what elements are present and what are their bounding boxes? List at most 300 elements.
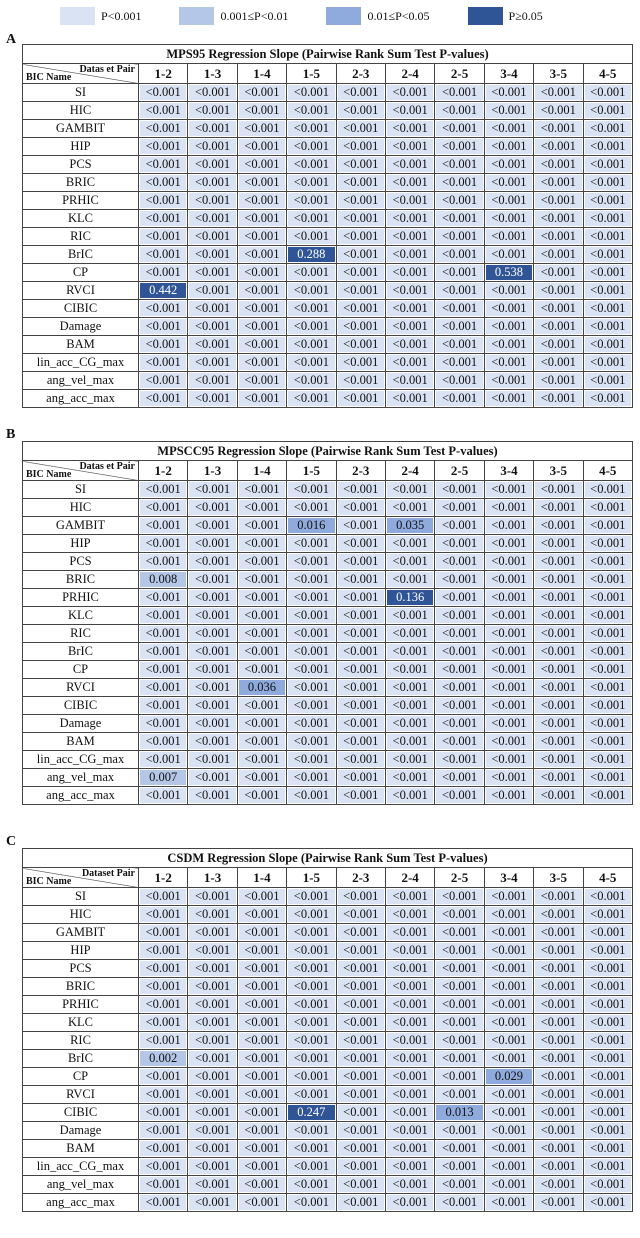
pvalue-cell: <0.001 bbox=[139, 481, 188, 499]
pvalue-cell: <0.001 bbox=[139, 733, 188, 751]
legend-swatch bbox=[179, 7, 214, 25]
pvalue-cell: <0.001 bbox=[484, 906, 533, 924]
pvalue-cell: <0.001 bbox=[484, 733, 533, 751]
pvalue-cell: <0.001 bbox=[336, 1086, 385, 1104]
table-row bbox=[23, 1086, 633, 1104]
table-row bbox=[23, 978, 633, 996]
row-label: HIP bbox=[23, 138, 139, 156]
pvalue-cell: <0.001 bbox=[484, 210, 533, 228]
pvalue-cell: 0.008 bbox=[139, 571, 188, 589]
pvalue-cell: <0.001 bbox=[139, 697, 188, 715]
pvalue-cell: <0.001 bbox=[534, 661, 583, 679]
pvalue-cell: <0.001 bbox=[237, 1140, 286, 1158]
table-row bbox=[23, 643, 633, 661]
pvalue-cell: <0.001 bbox=[237, 715, 286, 733]
pvalue-cell: <0.001 bbox=[435, 1014, 484, 1032]
table-row bbox=[23, 192, 633, 210]
row-label: ang_acc_max bbox=[23, 787, 139, 805]
pvalue-cell: <0.001 bbox=[237, 751, 286, 769]
column-header: 3-5 bbox=[534, 64, 583, 84]
pvalue-cell: <0.001 bbox=[287, 1050, 336, 1068]
legend-label: P≥0.05 bbox=[508, 8, 543, 23]
pvalue-cell: <0.001 bbox=[139, 517, 188, 535]
pvalue-cell: <0.001 bbox=[435, 210, 484, 228]
legend-label: 0.01≤P<0.05 bbox=[367, 8, 430, 23]
pvalue-cell: <0.001 bbox=[287, 1194, 336, 1212]
pvalue-cell: <0.001 bbox=[336, 607, 385, 625]
pvalue-cell: <0.001 bbox=[287, 643, 336, 661]
pvalue-cell: <0.001 bbox=[188, 888, 237, 906]
row-label: BrIC bbox=[23, 246, 139, 264]
table-row bbox=[23, 535, 633, 553]
pvalue-cell: <0.001 bbox=[484, 300, 533, 318]
table-row bbox=[23, 661, 633, 679]
pvalue-cell: <0.001 bbox=[534, 372, 583, 390]
pvalue-cell: <0.001 bbox=[534, 390, 583, 408]
pvalue-cell: <0.001 bbox=[188, 643, 237, 661]
pvalue-cell: <0.001 bbox=[287, 102, 336, 120]
table-row bbox=[23, 715, 633, 733]
table-row bbox=[23, 942, 633, 960]
pvalue-cell: <0.001 bbox=[385, 174, 434, 192]
pvalue-cell: <0.001 bbox=[435, 1140, 484, 1158]
pvalue-cell: <0.001 bbox=[484, 84, 533, 102]
pvalue-cell: <0.001 bbox=[484, 607, 533, 625]
pvalue-cell: <0.001 bbox=[287, 174, 336, 192]
row-label: HIC bbox=[23, 906, 139, 924]
pvalue-cell: <0.001 bbox=[385, 318, 434, 336]
pvalue-cell: <0.001 bbox=[385, 481, 434, 499]
pvalue-cell: <0.001 bbox=[534, 264, 583, 282]
pvalue-cell: <0.001 bbox=[336, 102, 385, 120]
pvalue-cell: <0.001 bbox=[336, 906, 385, 924]
pvalue-cell: <0.001 bbox=[336, 499, 385, 517]
pvalue-cell: <0.001 bbox=[534, 1086, 583, 1104]
table-row bbox=[23, 924, 633, 942]
pvalue-cell: <0.001 bbox=[583, 1050, 632, 1068]
pvalue-cell: <0.001 bbox=[435, 1068, 484, 1086]
pvalue-cell: <0.001 bbox=[336, 138, 385, 156]
table-row bbox=[23, 1068, 633, 1086]
pvalue-cell: <0.001 bbox=[484, 1032, 533, 1050]
pvalue-cell: <0.001 bbox=[287, 751, 336, 769]
table-row bbox=[23, 390, 633, 408]
pvalue-cell: <0.001 bbox=[385, 888, 434, 906]
pvalue-cell: <0.001 bbox=[435, 1032, 484, 1050]
pvalue-cell: <0.001 bbox=[484, 138, 533, 156]
pvalue-cell: <0.001 bbox=[336, 733, 385, 751]
pvalue-cell: <0.001 bbox=[385, 661, 434, 679]
pvalue-cell: <0.001 bbox=[583, 300, 632, 318]
pvalue-cell: <0.001 bbox=[484, 996, 533, 1014]
pvalue-cell: <0.001 bbox=[287, 733, 336, 751]
pvalue-cell: <0.001 bbox=[139, 174, 188, 192]
pvalue-cell: <0.001 bbox=[139, 996, 188, 1014]
pvalue-cell: <0.001 bbox=[534, 787, 583, 805]
pvalue-cell: <0.001 bbox=[484, 978, 533, 996]
pvalue-cell: <0.001 bbox=[534, 138, 583, 156]
pvalue-cell: <0.001 bbox=[188, 481, 237, 499]
table-row bbox=[23, 138, 633, 156]
pvalue-cell: <0.001 bbox=[287, 888, 336, 906]
pvalue-cell: <0.001 bbox=[484, 697, 533, 715]
column-header: 1-5 bbox=[287, 64, 336, 84]
pvalue-cell: <0.001 bbox=[534, 84, 583, 102]
table-row bbox=[23, 481, 633, 499]
pvalue-cell: <0.001 bbox=[287, 715, 336, 733]
column-header: 4-5 bbox=[583, 868, 632, 888]
pvalue-cell: <0.001 bbox=[287, 372, 336, 390]
pvalue-cell: <0.001 bbox=[435, 120, 484, 138]
table-row bbox=[23, 888, 633, 906]
pvalue-cell: <0.001 bbox=[188, 978, 237, 996]
pvalue-table-mpscc95 bbox=[22, 441, 633, 805]
pvalue-cell: <0.001 bbox=[583, 481, 632, 499]
pvalue-cell: <0.001 bbox=[385, 1104, 434, 1122]
pvalue-cell: <0.001 bbox=[484, 769, 533, 787]
panel-label-c: C bbox=[6, 834, 17, 849]
pvalue-cell: <0.001 bbox=[583, 246, 632, 264]
pvalue-cell: <0.001 bbox=[583, 156, 632, 174]
pvalue-cell: <0.001 bbox=[385, 643, 434, 661]
pvalue-cell: <0.001 bbox=[385, 210, 434, 228]
pvalue-cell: 0.013 bbox=[435, 1104, 484, 1122]
pvalue-cell: <0.001 bbox=[385, 354, 434, 372]
column-header: 2-3 bbox=[336, 461, 385, 481]
pvalue-cell: <0.001 bbox=[484, 751, 533, 769]
row-label: RIC bbox=[23, 1032, 139, 1050]
pvalue-cell: <0.001 bbox=[287, 84, 336, 102]
pvalue-cell: <0.001 bbox=[188, 535, 237, 553]
row-label: PRHIC bbox=[23, 589, 139, 607]
pvalue-cell: <0.001 bbox=[435, 174, 484, 192]
legend-item-p-001-005 bbox=[326, 7, 447, 25]
pvalue-cell: <0.001 bbox=[237, 372, 286, 390]
row-label: KLC bbox=[23, 210, 139, 228]
row-label: Damage bbox=[23, 1122, 139, 1140]
pvalue-cell: <0.001 bbox=[534, 318, 583, 336]
pvalue-cell: <0.001 bbox=[484, 643, 533, 661]
pvalue-cell: <0.001 bbox=[484, 390, 533, 408]
pvalue-cell: <0.001 bbox=[237, 246, 286, 264]
pvalue-cell: <0.001 bbox=[237, 1032, 286, 1050]
pvalue-cell: <0.001 bbox=[287, 282, 336, 300]
pvalue-cell: <0.001 bbox=[237, 942, 286, 960]
pvalue-cell: <0.001 bbox=[534, 499, 583, 517]
pvalue-cell: <0.001 bbox=[583, 192, 632, 210]
pvalue-cell: <0.001 bbox=[237, 553, 286, 571]
pvalue-cell: <0.001 bbox=[534, 769, 583, 787]
pvalue-cell: <0.001 bbox=[237, 336, 286, 354]
column-header: 4-5 bbox=[583, 64, 632, 84]
pvalue-cell: <0.001 bbox=[287, 390, 336, 408]
table-row bbox=[23, 264, 633, 282]
pvalue-cell: <0.001 bbox=[534, 228, 583, 246]
pvalue-cell: <0.001 bbox=[237, 643, 286, 661]
pvalue-cell: <0.001 bbox=[237, 960, 286, 978]
pvalue-cell: <0.001 bbox=[435, 607, 484, 625]
pvalue-cell: <0.001 bbox=[484, 571, 533, 589]
pvalue-cell: <0.001 bbox=[435, 978, 484, 996]
pvalue-cell: <0.001 bbox=[188, 354, 237, 372]
legend-item-p-ge-005 bbox=[468, 7, 561, 25]
pvalue-cell: <0.001 bbox=[583, 625, 632, 643]
pvalue-cell: <0.001 bbox=[534, 751, 583, 769]
pvalue-cell: <0.001 bbox=[534, 1140, 583, 1158]
pvalue-cell: <0.001 bbox=[534, 643, 583, 661]
pvalue-cell: <0.001 bbox=[139, 715, 188, 733]
pvalue-cell: <0.001 bbox=[336, 751, 385, 769]
pvalue-cell: <0.001 bbox=[287, 264, 336, 282]
pvalue-cell: <0.001 bbox=[139, 120, 188, 138]
pvalue-cell: <0.001 bbox=[435, 192, 484, 210]
pvalue-cell: <0.001 bbox=[385, 102, 434, 120]
row-label: ang_acc_max bbox=[23, 390, 139, 408]
pvalue-cell: <0.001 bbox=[237, 282, 286, 300]
pvalue-cell: <0.001 bbox=[484, 192, 533, 210]
pvalue-cell: <0.001 bbox=[237, 1176, 286, 1194]
pvalue-cell: 0.247 bbox=[287, 1104, 336, 1122]
row-label: ang_acc_max bbox=[23, 1194, 139, 1212]
pvalue-cell: <0.001 bbox=[484, 661, 533, 679]
row-label: KLC bbox=[23, 1014, 139, 1032]
legend-swatch bbox=[468, 7, 503, 25]
pvalue-cell: <0.001 bbox=[435, 571, 484, 589]
pvalue-cell: <0.001 bbox=[188, 192, 237, 210]
pvalue-cell: <0.001 bbox=[534, 246, 583, 264]
pvalue-cell: <0.001 bbox=[583, 697, 632, 715]
pvalue-cell: <0.001 bbox=[188, 996, 237, 1014]
pvalue-cell: <0.001 bbox=[336, 228, 385, 246]
pvalue-cell: <0.001 bbox=[336, 372, 385, 390]
table-title: MPS95 Regression Slope (Pairwise Rank Sum Test P-values) bbox=[23, 45, 633, 64]
column-header: 2-4 bbox=[385, 461, 434, 481]
row-label: PRHIC bbox=[23, 192, 139, 210]
pvalue-cell: <0.001 bbox=[188, 390, 237, 408]
pvalue-cell: <0.001 bbox=[237, 138, 286, 156]
table-row bbox=[23, 733, 633, 751]
pvalue-cell: <0.001 bbox=[139, 210, 188, 228]
corner-label-dataset-pair: Datas et Pair bbox=[79, 64, 135, 75]
corner-header bbox=[23, 64, 139, 84]
column-header: 2-3 bbox=[336, 868, 385, 888]
column-header: 3-4 bbox=[484, 868, 533, 888]
pvalue-cell: <0.001 bbox=[237, 1050, 286, 1068]
pvalue-cell: <0.001 bbox=[237, 1194, 286, 1212]
pvalue-cell: <0.001 bbox=[188, 697, 237, 715]
table-row bbox=[23, 960, 633, 978]
pvalue-cell: <0.001 bbox=[237, 84, 286, 102]
pvalue-cell: <0.001 bbox=[188, 733, 237, 751]
pvalue-cell: <0.001 bbox=[435, 102, 484, 120]
pvalue-cell: <0.001 bbox=[287, 769, 336, 787]
pvalue-cell: <0.001 bbox=[188, 942, 237, 960]
pvalue-cell: <0.001 bbox=[385, 1176, 434, 1194]
pvalue-cell: <0.001 bbox=[188, 625, 237, 643]
table-row bbox=[23, 1176, 633, 1194]
pvalue-cell: <0.001 bbox=[237, 924, 286, 942]
pvalue-cell: <0.001 bbox=[139, 643, 188, 661]
pvalue-cell: <0.001 bbox=[385, 138, 434, 156]
pvalue-cell: <0.001 bbox=[435, 390, 484, 408]
pvalue-cell: <0.001 bbox=[484, 1050, 533, 1068]
pvalue-cell: <0.001 bbox=[583, 1104, 632, 1122]
column-header: 1-4 bbox=[237, 461, 286, 481]
row-label: CIBIC bbox=[23, 697, 139, 715]
pvalue-cell: <0.001 bbox=[534, 1014, 583, 1032]
pvalue-cell: <0.001 bbox=[534, 715, 583, 733]
pvalue-cell: <0.001 bbox=[583, 535, 632, 553]
pvalue-cell: <0.001 bbox=[237, 210, 286, 228]
pvalue-cell: <0.001 bbox=[484, 1140, 533, 1158]
pvalue-cell: <0.001 bbox=[237, 625, 286, 643]
pvalue-cell: <0.001 bbox=[435, 228, 484, 246]
pvalue-cell: <0.001 bbox=[385, 535, 434, 553]
pvalue-cell: 0.442 bbox=[139, 282, 188, 300]
pvalue-cell: <0.001 bbox=[385, 978, 434, 996]
pvalue-cell: <0.001 bbox=[583, 354, 632, 372]
pvalue-cell: <0.001 bbox=[435, 769, 484, 787]
pvalue-cell: <0.001 bbox=[534, 120, 583, 138]
column-header: 2-5 bbox=[435, 868, 484, 888]
pvalue-cell: <0.001 bbox=[287, 697, 336, 715]
pvalue-cell: <0.001 bbox=[385, 390, 434, 408]
pvalue-cell: 0.036 bbox=[237, 679, 286, 697]
table-title: CSDM Regression Slope (Pairwise Rank Sum Test P-values) bbox=[23, 849, 633, 868]
row-label: SI bbox=[23, 481, 139, 499]
pvalue-cell: <0.001 bbox=[484, 787, 533, 805]
pvalue-cell: <0.001 bbox=[188, 715, 237, 733]
row-label: BrIC bbox=[23, 643, 139, 661]
pvalue-cell: <0.001 bbox=[237, 264, 286, 282]
column-header: 2-5 bbox=[435, 64, 484, 84]
pvalue-cell: <0.001 bbox=[385, 156, 434, 174]
pvalue-cell: <0.001 bbox=[139, 553, 188, 571]
table-row bbox=[23, 210, 633, 228]
pvalue-cell: <0.001 bbox=[435, 1050, 484, 1068]
table-row bbox=[23, 996, 633, 1014]
pvalue-cell: <0.001 bbox=[237, 1068, 286, 1086]
legend-swatch bbox=[326, 7, 361, 25]
pvalue-cell: <0.001 bbox=[385, 751, 434, 769]
pvalue-cell: <0.001 bbox=[435, 960, 484, 978]
pvalue-cell: <0.001 bbox=[336, 697, 385, 715]
pvalue-cell: <0.001 bbox=[484, 336, 533, 354]
pvalue-cell: <0.001 bbox=[287, 924, 336, 942]
pvalue-cell: <0.001 bbox=[484, 120, 533, 138]
pvalue-cell: <0.001 bbox=[484, 102, 533, 120]
pvalue-cell: <0.001 bbox=[336, 210, 385, 228]
column-header: 1-3 bbox=[188, 461, 237, 481]
pvalue-cell: <0.001 bbox=[583, 1176, 632, 1194]
row-label: CP bbox=[23, 1068, 139, 1086]
pvalue-cell: <0.001 bbox=[188, 924, 237, 942]
row-label: ang_vel_max bbox=[23, 769, 139, 787]
pvalue-cell: <0.001 bbox=[484, 589, 533, 607]
row-label: KLC bbox=[23, 607, 139, 625]
row-label: BrIC bbox=[23, 1050, 139, 1068]
pvalue-cell: <0.001 bbox=[287, 138, 336, 156]
pvalue-cell: <0.001 bbox=[237, 481, 286, 499]
pvalue-cell: <0.001 bbox=[287, 996, 336, 1014]
pvalue-cell: <0.001 bbox=[237, 607, 286, 625]
pvalue-cell: <0.001 bbox=[583, 661, 632, 679]
pvalue-cell: <0.001 bbox=[583, 102, 632, 120]
pvalue-cell: <0.001 bbox=[188, 906, 237, 924]
pvalue-cell: <0.001 bbox=[287, 210, 336, 228]
pvalue-cell: <0.001 bbox=[287, 607, 336, 625]
pvalue-cell: <0.001 bbox=[139, 679, 188, 697]
corner-label-bic-name: BIC Name bbox=[26, 72, 72, 83]
pvalue-cell: <0.001 bbox=[336, 769, 385, 787]
row-label: RIC bbox=[23, 228, 139, 246]
pvalue-cell: <0.001 bbox=[583, 924, 632, 942]
pvalue-cell: <0.001 bbox=[534, 924, 583, 942]
pvalue-cell: <0.001 bbox=[139, 228, 188, 246]
legend bbox=[60, 5, 581, 27]
pvalue-cell: <0.001 bbox=[385, 282, 434, 300]
pvalue-cell: <0.001 bbox=[139, 246, 188, 264]
table-row bbox=[23, 517, 633, 535]
pvalue-cell: <0.001 bbox=[435, 643, 484, 661]
pvalue-cell: <0.001 bbox=[534, 942, 583, 960]
pvalue-cell: <0.001 bbox=[435, 156, 484, 174]
pvalue-cell: <0.001 bbox=[583, 264, 632, 282]
pvalue-cell: <0.001 bbox=[237, 499, 286, 517]
pvalue-cell: <0.001 bbox=[188, 210, 237, 228]
pvalue-cell: <0.001 bbox=[139, 499, 188, 517]
row-label: lin_acc_CG_max bbox=[23, 354, 139, 372]
pvalue-cell: <0.001 bbox=[385, 120, 434, 138]
column-header: 1-4 bbox=[237, 868, 286, 888]
table-row bbox=[23, 1014, 633, 1032]
pvalue-cell: <0.001 bbox=[287, 589, 336, 607]
row-label: GAMBIT bbox=[23, 517, 139, 535]
corner-label-bic-name: BIC Name bbox=[26, 876, 72, 887]
pvalue-cell: <0.001 bbox=[336, 1158, 385, 1176]
pvalue-cell: <0.001 bbox=[287, 300, 336, 318]
pvalue-cell: <0.001 bbox=[336, 336, 385, 354]
pvalue-cell: <0.001 bbox=[484, 715, 533, 733]
pvalue-cell: 0.538 bbox=[484, 264, 533, 282]
pvalue-cell: <0.001 bbox=[188, 1176, 237, 1194]
row-label: GAMBIT bbox=[23, 924, 139, 942]
table-row bbox=[23, 300, 633, 318]
pvalue-cell: <0.001 bbox=[237, 300, 286, 318]
pvalue-cell: <0.001 bbox=[139, 1140, 188, 1158]
pvalue-cell: <0.001 bbox=[139, 1122, 188, 1140]
row-label: RVCI bbox=[23, 282, 139, 300]
pvalue-cell: <0.001 bbox=[237, 589, 286, 607]
pvalue-cell: <0.001 bbox=[336, 1050, 385, 1068]
pvalue-cell: <0.001 bbox=[435, 138, 484, 156]
pvalue-cell: <0.001 bbox=[139, 906, 188, 924]
pvalue-table-mps95 bbox=[22, 44, 633, 408]
table-row bbox=[23, 1032, 633, 1050]
pvalue-cell: <0.001 bbox=[435, 715, 484, 733]
table-row bbox=[23, 156, 633, 174]
pvalue-cell: <0.001 bbox=[188, 156, 237, 174]
pvalue-cell: <0.001 bbox=[534, 1176, 583, 1194]
pvalue-cell: <0.001 bbox=[237, 571, 286, 589]
pvalue-cell: <0.001 bbox=[287, 318, 336, 336]
pvalue-cell: <0.001 bbox=[188, 246, 237, 264]
pvalue-cell: <0.001 bbox=[385, 336, 434, 354]
pvalue-cell: <0.001 bbox=[336, 84, 385, 102]
pvalue-cell: <0.001 bbox=[237, 517, 286, 535]
table-row bbox=[23, 318, 633, 336]
row-label: ang_vel_max bbox=[23, 372, 139, 390]
